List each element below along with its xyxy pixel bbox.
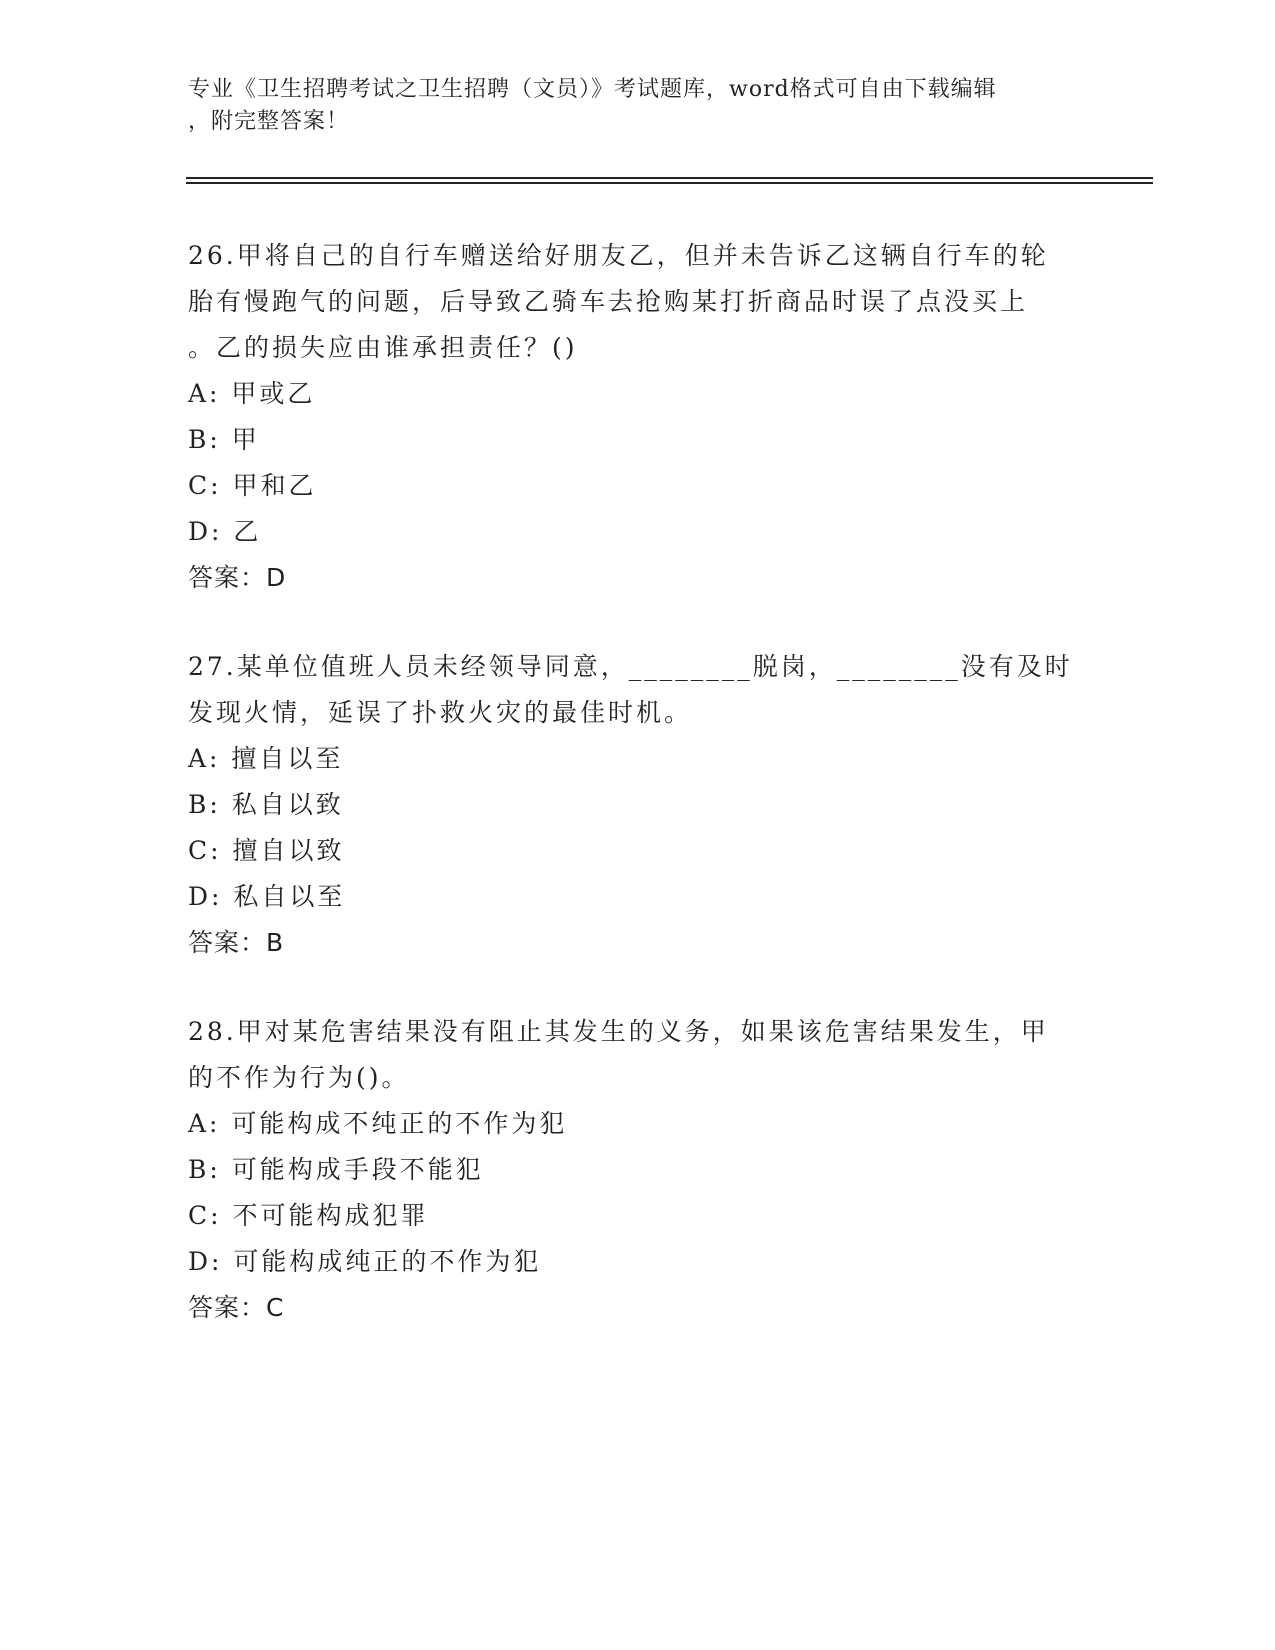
option-a: A: 甲或乙: [188, 379, 316, 408]
header-divider-bottom: [186, 182, 1153, 184]
option-b: B: 甲: [188, 425, 260, 454]
question-text-line: 26.甲将自己的自行车赠送给好朋友乙，但并未告诉乙这辆自行车的轮: [188, 241, 1049, 270]
question-text-line: 28.甲对某危害结果没有阻止其发生的义务，如果该危害结果发生，甲: [188, 1017, 1049, 1046]
question-26: [188, 233, 1088, 601]
option-d: D: 私自以至: [188, 882, 346, 911]
header-line-1: 专业《卫生招聘考试之卫生招聘（文员）》考试题库，word格式可自由下载编辑: [188, 77, 997, 102]
header-divider-top: [186, 177, 1153, 179]
question-28: [188, 1009, 1088, 1331]
question-text-line: 27.某单位值班人员未经领导同意，________脱岗，________没有及时: [188, 652, 1073, 681]
option-d: D: 乙: [188, 517, 262, 546]
option-b: B: 可能构成手段不能犯: [188, 1155, 484, 1184]
question-text-line: 。乙的损失应由谁承担责任？(): [188, 333, 578, 362]
option-a: A: 可能构成不纯正的不作为犯: [188, 1109, 568, 1138]
option-b: B: 私自以致: [188, 790, 344, 819]
option-c: C: 甲和乙: [188, 471, 317, 500]
option-d: D: 可能构成纯正的不作为犯: [188, 1247, 542, 1276]
question-27: [188, 644, 1088, 966]
question-text-line: 发现火情，延误了扑救火灾的最佳时机。: [188, 698, 693, 727]
option-c: C: 不可能构成犯罪: [188, 1201, 429, 1230]
header-line-2: ，附完整答案！: [188, 109, 350, 134]
question-text-line: 胎有慢跑气的问题，后导致乙骑车去抢购某打折商品时误了点没买上: [188, 287, 1029, 316]
answer: 答案：B: [188, 928, 285, 957]
answer: 答案：D: [188, 563, 287, 592]
answer: 答案：C: [188, 1293, 285, 1322]
document-header: [188, 74, 1088, 138]
question-text-line: 的不作为行为()。: [188, 1063, 410, 1092]
option-a: A: 擅自以至: [188, 744, 344, 773]
option-c: C: 擅自以致: [188, 836, 345, 865]
